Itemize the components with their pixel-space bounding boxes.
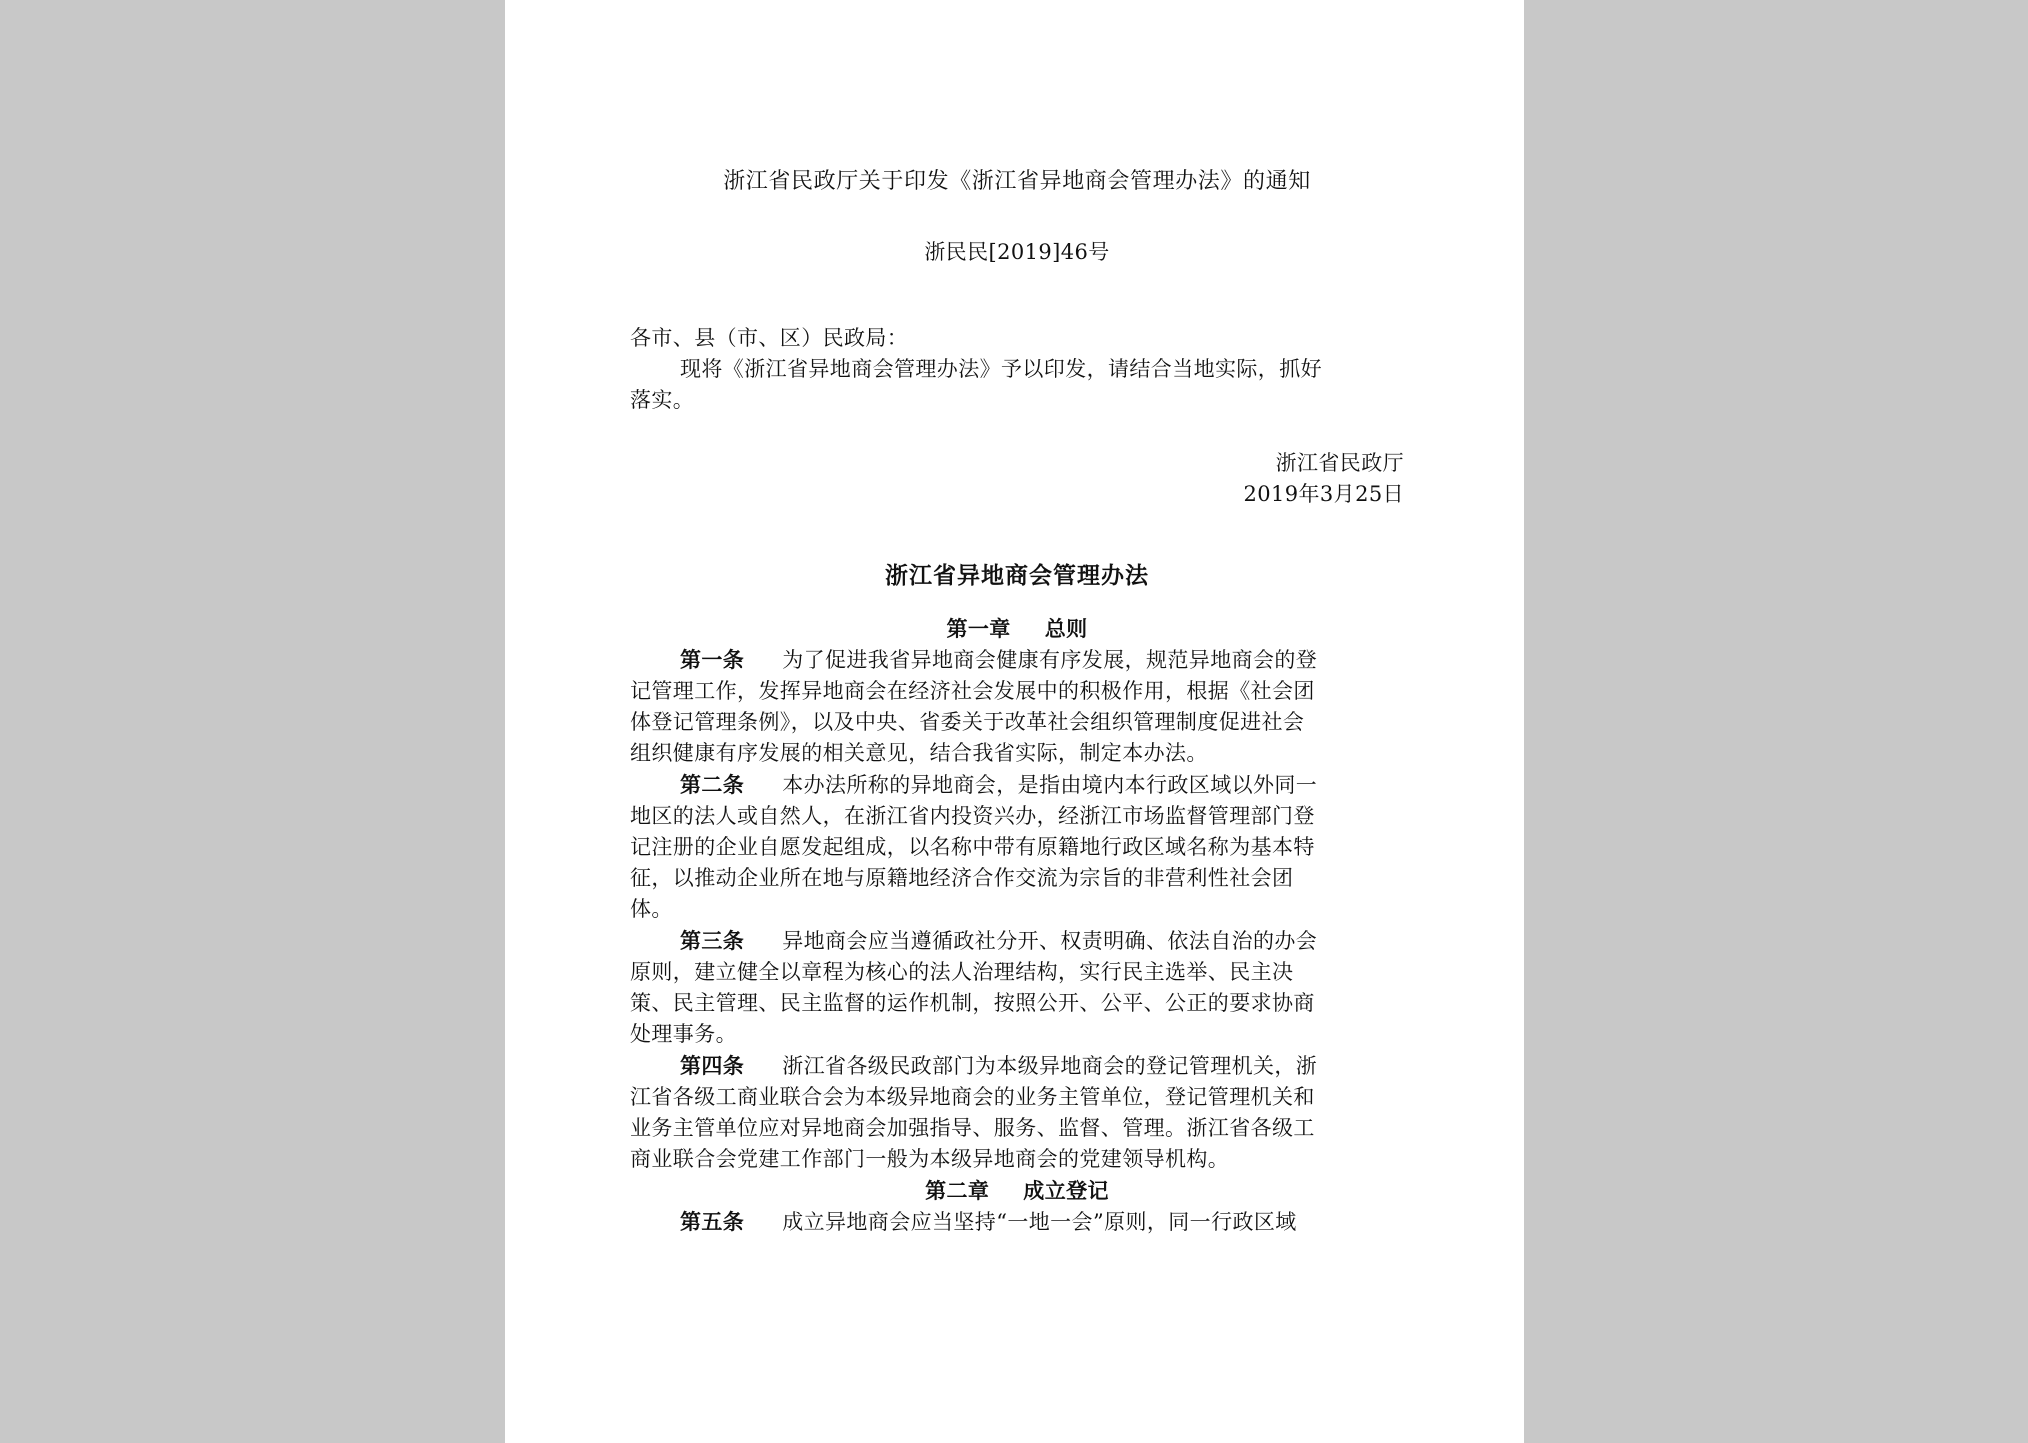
notice-body-line: 现将《浙江省异地商会管理办法》予以印发，请结合当地实际，抓好 xyxy=(680,357,1322,381)
article-line: 体。 xyxy=(630,897,673,921)
article-line: 组织健康有序发展的相关意见，结合我省实际，制定本办法。 xyxy=(630,741,1208,765)
article-line: 原则，建立健全以章程为核心的法人治理结构，实行民主选举、民主决 xyxy=(630,960,1294,984)
article-line: 浙江省各级民政部门为本级异地商会的登记管理机关，浙 xyxy=(782,1054,1318,1078)
doc-number: 浙民民[2019]46号 xyxy=(924,240,1110,264)
article-label: 第三条 xyxy=(680,928,745,953)
article-line: 策、民主管理、民主监督的运作机制，按照公开、公平、公正的要求协商 xyxy=(630,991,1315,1015)
issue-date: 2019年3月25日 xyxy=(1243,482,1404,506)
article-label: 第一条 xyxy=(680,647,745,672)
article-1 xyxy=(630,644,1404,769)
issuer: 浙江省民政厅 xyxy=(1275,451,1404,475)
chapter-number: 第一章 xyxy=(946,616,1011,641)
article-line: 商业联合会党建工作部门一般为本级异地商会的党建领导机构。 xyxy=(630,1147,1230,1171)
article-line: 体登记管理条例》，以及中央、省委关于改革社会组织管理制度促进社会 xyxy=(630,710,1305,734)
article-line: 异地商会应当遵循政社分开、权责明确、依法自治的办会 xyxy=(782,929,1318,953)
article-5 xyxy=(630,1206,1404,1238)
article-line: 为了促进我省异地商会健康有序发展，规范异地商会的登 xyxy=(782,648,1318,672)
article-3 xyxy=(630,925,1404,1050)
article-line: 成立异地商会应当坚持“一地一会”原则，同一行政区域 xyxy=(782,1210,1297,1234)
article-2 xyxy=(630,769,1404,925)
article-label: 第四条 xyxy=(680,1053,745,1078)
article-line: 记注册的企业自愿发起组成，以名称中带有原籍地行政区域名称为基本特 xyxy=(630,835,1315,859)
addressee: 各市、县（市、区）民政局： xyxy=(630,326,909,350)
chapter-heading xyxy=(630,1175,1404,1206)
measures-title: 浙江省异地商会管理办法 xyxy=(885,562,1149,589)
chapter-heading xyxy=(630,613,1404,644)
article-line: 地区的法人或自然人，在浙江省内投资兴办，经浙江市场监督管理部门登 xyxy=(630,804,1315,828)
article-label: 第二条 xyxy=(680,772,745,797)
article-label: 第五条 xyxy=(680,1209,745,1234)
article-line: 本办法所称的异地商会，是指由境内本行政区域以外同一 xyxy=(782,773,1318,797)
chapter-name: 成立登记 xyxy=(1023,1178,1109,1203)
article-4 xyxy=(630,1050,1404,1175)
article-line: 江省各级工商业联合会为本级异地商会的业务主管单位，登记管理机关和 xyxy=(630,1085,1315,1109)
article-line: 征，以推动企业所在地与原籍地经济合作交流为宗旨的非营利性社会团 xyxy=(630,866,1294,890)
article-line: 记管理工作，发挥异地商会在经济社会发展中的积极作用，根据《社会团 xyxy=(630,679,1315,703)
article-line: 处理事务。 xyxy=(630,1022,737,1046)
page-content xyxy=(630,166,1404,1238)
chapter-name: 总则 xyxy=(1044,616,1088,641)
notice-title: 浙江省民政厅关于印发《浙江省异地商会管理办法》的通知 xyxy=(723,169,1311,194)
article-line: 业务主管单位应对异地商会加强指导、服务、监督、管理。浙江省各级工 xyxy=(630,1116,1315,1140)
notice-body-line: 落实。 xyxy=(630,388,695,412)
chapter-number: 第二章 xyxy=(925,1178,990,1203)
document-page xyxy=(505,0,1524,1443)
